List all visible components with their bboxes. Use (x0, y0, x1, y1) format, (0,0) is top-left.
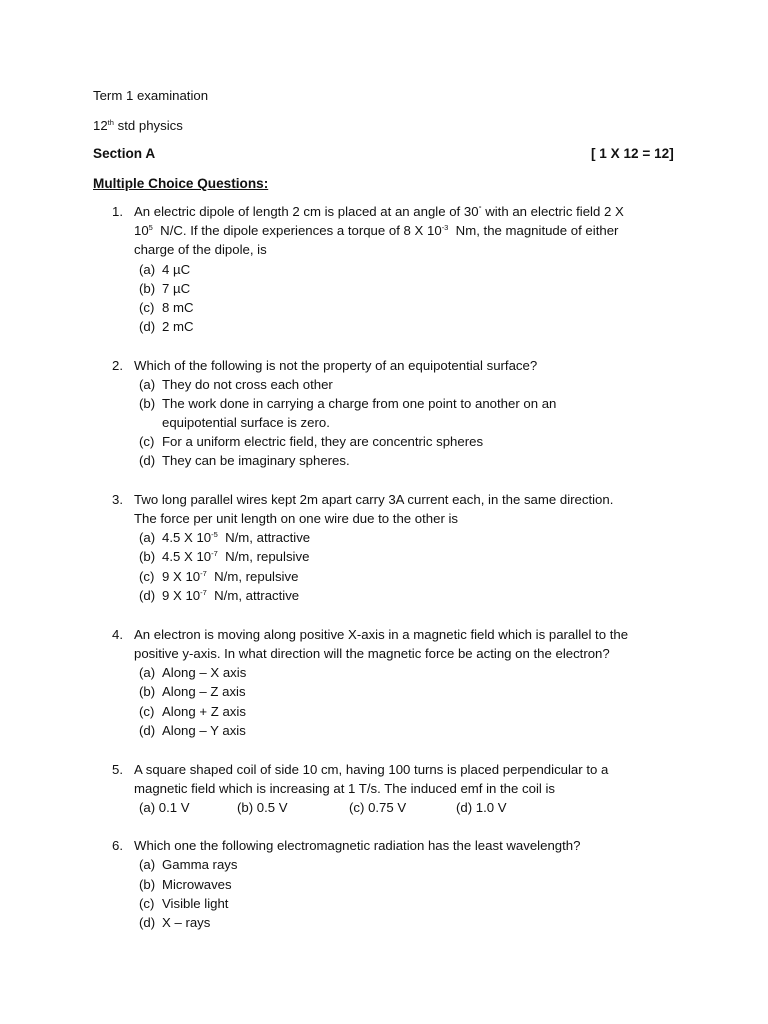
option-text: equipotential surface is zero. (162, 415, 330, 430)
exponent: -7 (200, 569, 207, 578)
question-number: 6. (112, 838, 123, 853)
exponent: -5 (211, 530, 218, 539)
mcq-heading: Multiple Choice Questions: (93, 176, 269, 191)
question-text: charge of the dipole, is (134, 242, 267, 257)
option-text: Along – X axis (162, 665, 247, 680)
exponent: -3 (441, 223, 449, 232)
option-text: Along + Z axis (162, 704, 246, 719)
option-text: 7 µC (162, 281, 191, 296)
option-text: 0.75 V (368, 800, 407, 815)
option-b (237, 798, 288, 817)
option-text (162, 586, 299, 605)
option-label: (c) (139, 569, 155, 584)
option-label: (d) (456, 800, 473, 815)
question-text: A square shaped coil of side 10 cm, having 100 turns is placed perpendicular to a (134, 762, 609, 777)
option-label: (b) (139, 281, 156, 296)
option-value: 4.5 X 10 (162, 549, 212, 564)
question-number: 1. (112, 204, 123, 219)
question-text-part: 10 (134, 223, 149, 238)
option-label: (d) (139, 723, 156, 738)
option-text: Gamma rays (162, 857, 238, 872)
option-text: Along – Z axis (162, 684, 246, 699)
option-value: 9 X 10 (162, 588, 201, 603)
question-text: The force per unit length on one wire due to the other is (134, 511, 459, 526)
question-text: magnetic field which is increasing at 1 T/s. The induced emf in the coil is (134, 781, 555, 796)
option-text: The work done in carrying a charge from one point to another on an (162, 396, 557, 411)
option-text: X – rays (162, 915, 211, 930)
option-label: (c) (349, 800, 365, 815)
option-text (162, 528, 310, 547)
option-text (162, 547, 309, 566)
degree-symbol: ° (478, 204, 482, 213)
question-text-part: with an electric field 2 X (481, 204, 624, 219)
option-text: 8 mC (162, 300, 194, 315)
option-unit: N/m, attractive (206, 588, 300, 603)
exponent: -7 (211, 549, 218, 558)
question-number: 3. (112, 492, 123, 507)
option-text: Visible light (162, 896, 229, 911)
option-unit: N/m, repulsive (217, 549, 310, 564)
question-text-part: Nm, the magnitude of either (448, 223, 619, 238)
option-text (162, 567, 298, 586)
option-label: (b) (139, 684, 156, 699)
question-text: Which one the following electromagnetic radiation has the least wavelength? (134, 838, 581, 853)
option-label: (b) (139, 877, 156, 892)
question-number: 4. (112, 627, 123, 642)
option-label: (c) (139, 300, 155, 315)
question-text: Two long parallel wires kept 2m apart carry 3A current each, in the same direction. (134, 492, 614, 507)
option-value: 9 X 10 (162, 569, 201, 584)
option-text: For a uniform electric field, they are concentric spheres (162, 434, 484, 449)
option-text: Along – Y axis (162, 723, 246, 738)
question-text (134, 221, 674, 240)
question-number: 2. (112, 358, 123, 373)
option-label: (d) (139, 915, 156, 930)
marks-scheme: [ 1 X 12 = 12] (591, 146, 674, 161)
option-text: 4 µC (162, 262, 191, 277)
option-label: (b) (139, 549, 156, 564)
option-a (139, 798, 190, 817)
section-title: Section A (93, 146, 156, 161)
option-label: (a) (139, 665, 156, 680)
option-value: 4.5 X 10 (162, 530, 212, 545)
term-title: Term 1 examination (93, 88, 209, 103)
exponent: -7 (200, 588, 207, 597)
option-text: They can be imaginary spheres. (162, 453, 350, 468)
option-unit: N/m, attractive (217, 530, 311, 545)
question-text (134, 202, 674, 221)
option-text: 0.5 V (256, 800, 288, 815)
option-text: Microwaves (162, 877, 232, 892)
option-text: 1.0 V (475, 800, 507, 815)
option-label: (a) (139, 800, 156, 815)
option-label: (c) (139, 896, 155, 911)
option-label: (a) (139, 262, 156, 277)
option-text: 2 mC (162, 319, 194, 334)
question-text-part: An electric dipole of length 2 cm is placed at an angle of 30 (134, 204, 479, 219)
option-label: (a) (139, 377, 156, 392)
option-label: (a) (139, 530, 156, 545)
option-label: (b) (139, 396, 156, 411)
option-unit: N/m, repulsive (206, 569, 299, 584)
option-label: (b) (237, 800, 254, 815)
option-label: (d) (139, 588, 156, 603)
option-label: (a) (139, 857, 156, 872)
grade-subject (93, 116, 183, 135)
exponent: 5 (148, 223, 153, 232)
grade-number: 12 (93, 118, 108, 133)
question-text: Which of the following is not the property of an equipotential surface? (134, 358, 538, 373)
option-text: They do not cross each other (162, 377, 333, 392)
option-c (349, 798, 406, 817)
option-label: (d) (139, 453, 156, 468)
option-text: 0.1 V (158, 800, 190, 815)
grade-ordinal: th (107, 118, 114, 127)
option-label: (c) (139, 704, 155, 719)
question-text-part: N/C. If the dipole experiences a torque of 8 X 10 (152, 223, 442, 238)
question-text: An electron is moving along positive X-axis in a magnetic field which is parallel to the (134, 627, 629, 642)
question-text: positive y-axis. In what direction will the magnetic force be acting on the electron? (134, 646, 610, 661)
option-d (456, 798, 507, 817)
question-number: 5. (112, 762, 123, 777)
option-label: (c) (139, 434, 155, 449)
option-label: (d) (139, 319, 156, 334)
subject-label: std physics (113, 118, 183, 133)
